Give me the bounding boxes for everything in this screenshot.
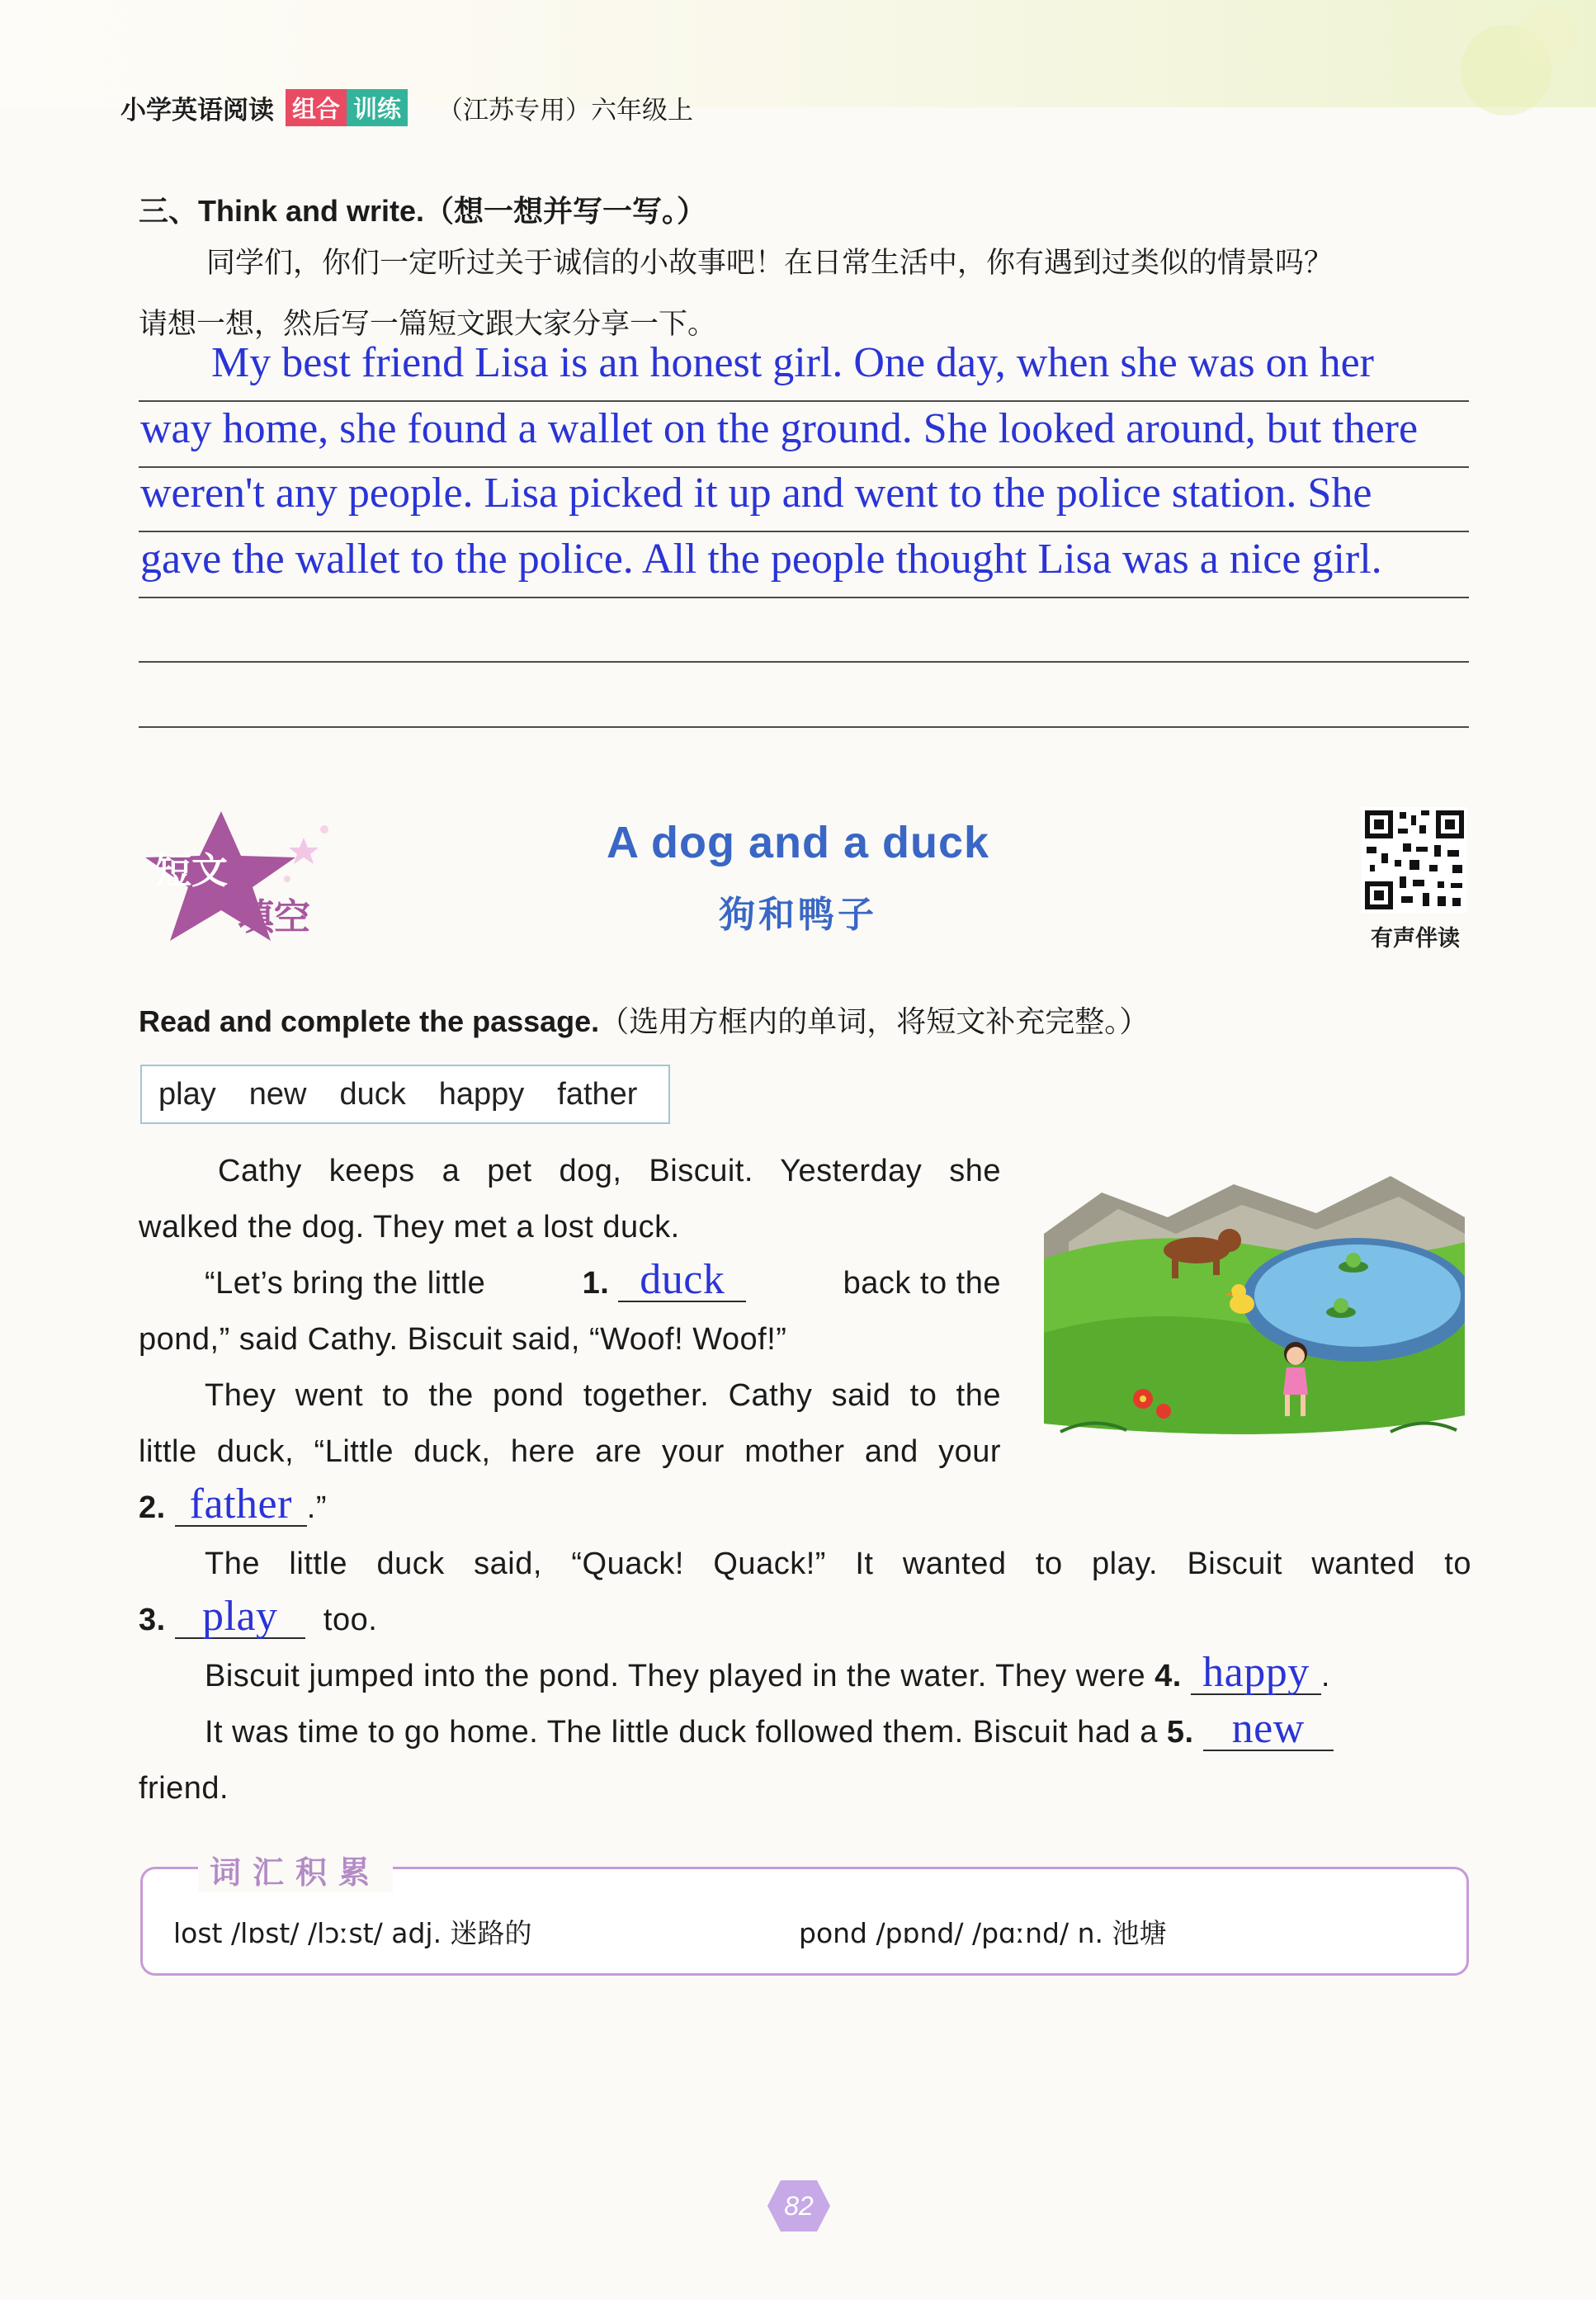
badge-line2: 填空 [238,896,310,938]
edition-label: （江苏专用）六年级上 [437,96,694,125]
writing-line [139,400,1469,402]
prompt-line: 同学们，你们一定听过关于诚信的小故事吧！在日常生活中，你有遇到过类似的情景吗？ [206,247,1334,280]
passage-line [139,1592,377,1648]
answer-blank-2[interactable]: father [175,1484,307,1527]
section-title: 三、Think and write.（想一想并写一写。） [139,194,707,228]
passage-text: too. [323,1603,378,1637]
word-bank-item: new [248,1076,307,1112]
passage-line: walked the dog. They met a lost duck. [139,1210,680,1244]
story-title-cn: 狗和鸭子 [719,895,877,935]
page-number: 82 [784,2191,814,2221]
passage-text: It was time to go home. The little duck followed them. Biscuit had a [205,1715,1158,1750]
passage-line: little duck, “Little duck, here are your mother and your [139,1434,1001,1469]
passage-text: Biscuit jumped into the pond. They played in the water. They were [205,1659,1146,1693]
passage-line [205,1648,1330,1704]
word-bank-item: play [158,1076,216,1112]
handwritten-answer-line: weren't any people. Lisa picked it up and went to the police station. She [140,470,1372,517]
word-bank-item: duck [339,1076,406,1112]
passage-line [205,1704,1334,1760]
word-bank [140,1065,670,1124]
passage-line [205,1255,1001,1311]
passage-line: pond,” said Cathy. Biscuit said, “Woof! Woof!” [139,1322,787,1357]
prompt-line: 请想一想，然后写一篇短文跟大家分享一下。 [139,308,717,341]
writing-line [139,531,1469,532]
passage-text: back to the [843,1266,1001,1301]
passage-line: friend. [139,1771,229,1806]
passage-text: .” [306,1490,327,1525]
instruction-cn: （选用方框内的单词，将短文补充完整。） [599,1004,1150,1038]
answer-blank-4[interactable]: happy [1191,1652,1321,1695]
story-title-en: A dog and a duck [606,818,990,867]
blank-number: 5. [1166,1715,1194,1750]
passage-text: “Let’s bring the little [205,1266,486,1301]
answer-blank-5[interactable]: new [1203,1708,1334,1751]
handwritten-answer-line: way home, she found a wallet on the ground. She looked around, but there [140,405,1419,452]
book-title: 小学英语阅读 [120,96,274,125]
story-illustration [1044,1168,1465,1448]
decorative-blob [1518,8,1576,66]
answer-blank-3[interactable]: play [175,1596,305,1639]
writing-line [139,597,1469,598]
tag-combo: 组合 [286,89,347,126]
book-header [120,89,693,126]
badge-line1: 短文 [155,850,228,892]
vocabulary-item: pond /pɒnd/ /pɑːnd/ n. 池塘 [799,1917,1167,1949]
handwritten-answer-line: gave the wallet to the police. All the people thought Lisa was a nice girl. [140,536,1382,583]
instruction-en: Read and complete the passage. [139,1004,600,1038]
blank-number: 3. [139,1603,166,1637]
passage-line: Cathy keeps a pet dog, Biscuit. Yesterday she [218,1154,1001,1188]
word-bank-item: happy [438,1076,525,1112]
vocabulary-item: lost /lɒst/ /lɔːst/ adj. 迷路的 [173,1917,532,1949]
handwritten-answer-line: My best friend Lisa is an honest girl. One day, when she was on her [211,339,1374,386]
instruction [139,999,1149,1041]
qr-code-icon[interactable] [1362,807,1467,913]
passage-text: . [1320,1659,1330,1693]
passage-line [139,1480,327,1536]
answer-blank-1[interactable]: duck [618,1259,746,1302]
qr-label: 有声伴读 [1371,926,1460,951]
tag-training: 训练 [347,89,408,126]
writing-line [139,661,1469,663]
word-bank-item: father [557,1076,638,1112]
passage-line: They went to the pond together. Cathy said to the [205,1378,1001,1413]
blank-number: 2. [139,1490,166,1525]
page-number-badge [766,2179,832,2233]
writing-line [139,466,1469,468]
blank-number: 1. [582,1266,610,1301]
vocabulary-title: 词汇积累 [198,1847,393,1892]
blank-number: 4. [1155,1659,1182,1693]
writing-line [139,726,1469,728]
passage-line: The little duck said, “Quack! Quack!” It wanted to play. Biscuit wanted to [205,1547,1471,1581]
